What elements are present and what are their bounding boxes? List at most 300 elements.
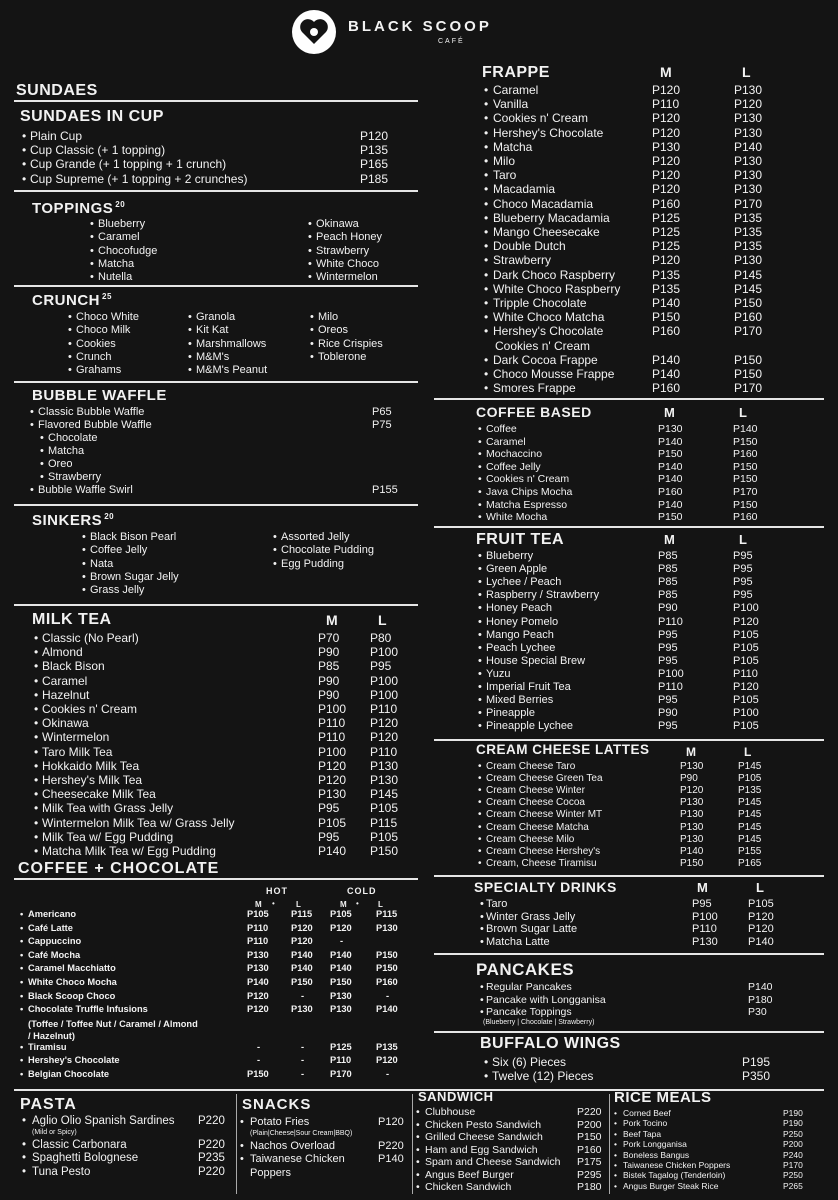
price-m: P85 xyxy=(658,589,678,602)
item-price: P120 xyxy=(291,936,313,947)
item-name: Café Latte xyxy=(28,922,73,933)
bullet: • xyxy=(478,602,482,615)
item-name: Hershey's Chocolate xyxy=(493,324,604,339)
price-m: P110 xyxy=(692,923,717,936)
item-price: P130 xyxy=(247,949,269,960)
price-m: P120 xyxy=(652,83,681,97)
bullet: • xyxy=(478,720,482,733)
item-price: P220 xyxy=(378,1139,404,1152)
bullet: • xyxy=(478,589,482,602)
price-l: P130 xyxy=(734,125,763,140)
price-m: P120 xyxy=(652,111,681,126)
list-item: • Rice Crispies xyxy=(318,338,383,351)
specialty-title: SPECIALTY DRINKS xyxy=(474,879,617,895)
bullet: • xyxy=(478,486,482,498)
price-l: P145 xyxy=(738,809,762,821)
price-l: P100 xyxy=(370,687,399,702)
item-name: Caramel xyxy=(493,83,539,97)
hot-l: L xyxy=(296,900,301,909)
item-name: Cream Cheese Matcha xyxy=(486,821,589,833)
crunch-title-text: CRUNCH xyxy=(32,292,100,309)
price-l: P155 xyxy=(738,845,762,857)
item-name: Cup Classic (+ 1 topping) xyxy=(30,143,166,158)
menu-item xyxy=(42,759,412,773)
item-name: Peach Lychee xyxy=(486,641,556,654)
bullet: • xyxy=(484,83,489,97)
item-name: Lychee / Peach xyxy=(486,576,562,589)
price-l: P105 xyxy=(748,898,774,910)
item-name: Raspberry / Strawberry xyxy=(486,589,600,602)
bullet: • xyxy=(478,654,482,667)
item-name: (Toffee / Toffee Nut / Caramel / Almond / Hazelnut) xyxy=(28,1018,198,1041)
divider xyxy=(434,739,824,741)
price-m: P130 xyxy=(680,761,704,772)
item-name: Chocolate xyxy=(48,432,98,444)
item-name: Café Mocha xyxy=(28,949,81,960)
item-name: Mango Peach xyxy=(486,628,554,641)
price-m: P120 xyxy=(680,785,704,797)
price-l: P160 xyxy=(733,511,758,524)
item-price: P140 xyxy=(330,963,352,974)
item-name: Oreo xyxy=(48,458,73,470)
price-m: P95 xyxy=(658,654,678,667)
divider xyxy=(14,878,418,880)
list-item: • Marshmallows xyxy=(196,338,267,351)
list-item: • Nata xyxy=(90,558,179,571)
item-price: P150 xyxy=(330,977,352,987)
item-price: P220 xyxy=(198,1165,225,1178)
item-price: P170 xyxy=(330,1069,352,1079)
bullet: • xyxy=(478,641,482,654)
price-l: P150 xyxy=(733,460,758,473)
item-price: P190 xyxy=(783,1118,803,1129)
bullet: • xyxy=(484,381,489,396)
item-name: Angus Beef Burger xyxy=(425,1168,514,1181)
divider xyxy=(14,504,418,506)
item-price: P200 xyxy=(577,1118,602,1131)
price-m: P95 xyxy=(658,720,678,733)
item-name: Belgian Chocolate xyxy=(28,1069,110,1079)
specialty-col-m: M xyxy=(697,880,708,895)
price-m: P140 xyxy=(652,367,681,381)
price-m: P110 xyxy=(318,730,346,745)
price-l: P135 xyxy=(734,210,763,225)
price-l: P120 xyxy=(733,615,759,628)
item-name: Okinawa xyxy=(42,716,89,731)
item-name: Spaghetti Bolognese xyxy=(32,1152,139,1164)
hot-m: M xyxy=(255,900,262,909)
price-m: P95 xyxy=(318,829,340,844)
price-l: P95 xyxy=(733,576,753,589)
price-m: P95 xyxy=(658,694,678,707)
bullet: • xyxy=(484,1055,489,1069)
bullet: • xyxy=(22,1115,27,1127)
price-l: P145 xyxy=(738,797,762,809)
item-name: Six (6) Pieces xyxy=(492,1055,567,1069)
price-l: P170 xyxy=(734,196,763,211)
bullet: • xyxy=(484,324,489,339)
list-item: • Brown Sugar Jelly xyxy=(90,571,179,584)
bullet: • xyxy=(478,773,482,785)
price-l: P110 xyxy=(370,702,398,717)
item-name: Hokkaido Milk Tea xyxy=(42,758,140,773)
item-name: Black Scoop Choco xyxy=(28,990,116,1001)
item-price: P150 xyxy=(376,949,398,960)
price-l: P110 xyxy=(370,744,398,759)
list-item: • Oreos xyxy=(318,324,383,337)
bullet: • xyxy=(240,1139,244,1152)
item-name: Cookies n' Cream xyxy=(493,111,588,126)
item-price: P150 xyxy=(376,963,398,974)
item-name: Blueberry Macadamia xyxy=(493,210,610,225)
item-price: - xyxy=(257,1041,261,1052)
price-m: P160 xyxy=(652,196,681,211)
bullet: • xyxy=(614,1118,617,1129)
price-l: P120 xyxy=(370,730,399,745)
bullet: • xyxy=(484,1069,489,1084)
bullet: • xyxy=(478,435,482,448)
price-m: P120 xyxy=(318,773,347,788)
menu-item xyxy=(42,688,412,702)
bullet: • xyxy=(478,707,482,720)
list-item: • Coffee Jelly xyxy=(90,544,179,557)
fruittea-col-m: M xyxy=(664,532,675,547)
creamcheese-title: CREAM CHEESE LATTES xyxy=(476,742,650,757)
item-price: - xyxy=(301,990,305,1001)
item-name: Caramel xyxy=(42,673,88,688)
item-name: Milk Tea w/ Egg Pudding xyxy=(42,829,174,844)
item-name: Cookies n' Cream xyxy=(486,473,570,486)
item-price: P350 xyxy=(742,1069,771,1084)
price-m: P120 xyxy=(652,182,681,197)
item-name: Angus Burger Steak Rice xyxy=(623,1180,719,1191)
bullet: • xyxy=(20,990,24,1001)
item-name: Taro xyxy=(486,898,508,910)
item-name: Pancake Toppings xyxy=(486,1006,572,1019)
pancakes-note: (Blueberry | Chocolate | Strawberry) xyxy=(483,1019,595,1026)
price-l: P120 xyxy=(748,910,774,923)
item-name: Pork Longganisa xyxy=(623,1139,687,1150)
item-price: P105 xyxy=(247,909,269,919)
milktea-title: MILK TEA xyxy=(32,611,112,628)
bullet: • xyxy=(478,460,482,473)
wings-title: BUFFALO WINGS xyxy=(480,1035,621,1052)
item-name: Cream Cheese Milo xyxy=(486,833,575,845)
bullet: • xyxy=(478,615,482,628)
price-m: P150 xyxy=(658,448,683,461)
item-price: P120 xyxy=(376,1055,398,1066)
item-name: Classic Bubble Waffle xyxy=(38,406,145,418)
item-name: Bubble Waffle Swirl xyxy=(38,484,133,496)
item-name: Imperial Fruit Tea xyxy=(486,681,571,693)
bullet: • xyxy=(484,310,489,325)
price-m: P110 xyxy=(652,97,680,112)
menu-item xyxy=(42,674,412,688)
item-price: P140 xyxy=(376,1004,398,1015)
item-name: Pineapple xyxy=(486,707,535,720)
divider xyxy=(14,285,418,287)
price-m: P125 xyxy=(652,225,681,239)
item-price: P240 xyxy=(783,1149,803,1160)
item-price: P185 xyxy=(360,171,389,186)
bullet: • xyxy=(416,1118,420,1131)
bullet: • xyxy=(480,898,484,910)
crunch-col3 xyxy=(318,311,383,364)
vdivider xyxy=(236,1094,237,1194)
item-price: P155 xyxy=(372,484,398,496)
list-item: • Grahams xyxy=(76,364,139,377)
item-name: Hazelnut xyxy=(42,687,90,702)
logo-emblem xyxy=(292,10,336,54)
item-name: Matcha Latte xyxy=(486,935,550,948)
item-name: Tripple Chocolate xyxy=(493,296,587,310)
item-name: Choco Mousse Frappe xyxy=(493,367,615,381)
item-name: Chicken Pesto Sandwich xyxy=(425,1118,542,1131)
divider xyxy=(14,100,418,102)
vdivider xyxy=(412,1094,413,1194)
list-item: • Okinawa xyxy=(316,218,382,231)
item-price: P120 xyxy=(330,922,352,933)
item-name: Black Bison xyxy=(42,659,105,674)
creamcheese-col-l: L xyxy=(744,745,752,759)
vdivider xyxy=(609,1094,610,1194)
item-name: Matcha xyxy=(493,139,533,154)
item-price: P265 xyxy=(783,1180,803,1191)
hot-header: HOT xyxy=(266,886,288,896)
item-name: Matcha Milk Tea w/ Egg Pudding xyxy=(42,844,216,859)
toppings-price: 20 xyxy=(115,200,126,209)
item-name: Choco Macadamia xyxy=(493,196,594,211)
item-price: P235 xyxy=(198,1152,225,1164)
item-name: Green Apple xyxy=(486,563,548,576)
bullet: • xyxy=(478,833,482,845)
price-m: P140 xyxy=(680,845,704,857)
brand-logo xyxy=(292,4,542,60)
item-price: P115 xyxy=(376,909,398,919)
bullet: • xyxy=(416,1168,420,1181)
price-l: P150 xyxy=(733,473,758,486)
price-l: P100 xyxy=(733,707,759,720)
price-l: P105 xyxy=(733,654,759,667)
item-name: Cream, Cheese Tiramisu xyxy=(486,857,597,869)
bullet: • xyxy=(484,196,489,211)
price-m: P140 xyxy=(658,460,683,473)
bullet: • xyxy=(240,1116,244,1128)
item-price: P75 xyxy=(372,419,392,431)
item-name: Tiramisu xyxy=(28,1041,67,1052)
list-item: • Cookies xyxy=(76,338,139,351)
item-name: Corned Beef xyxy=(623,1108,671,1118)
frappe-col-l: L xyxy=(742,64,751,80)
divider xyxy=(14,381,418,383)
price-m: P120 xyxy=(652,253,681,268)
price-m: P140 xyxy=(652,352,681,367)
divider xyxy=(434,526,824,528)
price-m: P90 xyxy=(318,673,340,688)
coffeechoc-title: COFFEE + CHOCOLATE xyxy=(18,860,220,877)
fruittea-title: FRUIT TEA xyxy=(476,531,565,548)
bullet: • xyxy=(22,1165,27,1178)
price-l: P130 xyxy=(734,111,763,126)
item-name: Ham and Egg Sandwich xyxy=(425,1143,538,1156)
price-m: P90 xyxy=(318,687,340,702)
item-name: Coffee Jelly xyxy=(486,460,541,473)
price-l: P105 xyxy=(733,694,759,707)
item-name: Taiwanese Chicken xyxy=(250,1153,345,1165)
item-name: White Choco Mocha xyxy=(28,977,117,987)
price-l: P145 xyxy=(734,267,763,282)
item-price: - xyxy=(386,1069,390,1079)
bullet: • xyxy=(478,423,482,435)
price-l: P105 xyxy=(733,641,759,654)
list-item: • Choco White xyxy=(76,311,139,324)
bullet: • xyxy=(484,182,489,197)
menu-item xyxy=(30,172,390,186)
pasta-title: PASTA xyxy=(20,1096,77,1113)
price-m: P130 xyxy=(652,139,681,154)
item-price: - xyxy=(301,1055,305,1066)
list-item: • Caramel xyxy=(98,231,157,244)
bullet: • xyxy=(484,210,489,225)
price-l: P120 xyxy=(748,923,774,936)
coffeebased-col-m: M xyxy=(664,405,675,420)
menu-item xyxy=(38,484,398,497)
item-name: Taro Milk Tea xyxy=(42,744,113,759)
divider xyxy=(434,953,824,955)
specialty-col-l: L xyxy=(756,880,764,895)
item-name: Coffee xyxy=(486,423,517,435)
item-price: - xyxy=(257,1055,261,1066)
item-name: Clubhouse xyxy=(425,1106,476,1118)
bullet: • xyxy=(480,993,484,1006)
item-name: Caramel Macchiatto xyxy=(28,963,116,974)
item-name: Cream Cheese Winter MT xyxy=(486,809,603,821)
bullet: • xyxy=(20,936,24,947)
item-price: P140 xyxy=(291,949,313,960)
bullet: • xyxy=(20,1055,24,1066)
item-name: Cappuccino xyxy=(28,936,82,947)
milktea-col-l: L xyxy=(378,612,387,628)
price-m: P120 xyxy=(652,125,681,140)
list-item: • Matcha xyxy=(98,258,157,271)
item-name: Hershey's Chocolate xyxy=(493,125,604,140)
item-name: Beef Tapa xyxy=(623,1128,662,1139)
menu-item xyxy=(42,844,412,858)
price-l: P135 xyxy=(738,785,762,797)
item-name: Cookies n' Cream xyxy=(42,702,137,717)
bullet: • xyxy=(614,1108,617,1118)
item-price: P195 xyxy=(742,1055,771,1069)
bullet: • xyxy=(484,239,489,254)
item-price: P130 xyxy=(376,922,398,933)
list-item: • Black Bison Pearl xyxy=(90,531,179,544)
price-m: P120 xyxy=(318,758,347,773)
cup-list xyxy=(30,129,390,186)
item-price: P220 xyxy=(198,1138,225,1151)
price-l: P120 xyxy=(733,681,759,693)
item-name: Regular Pancakes xyxy=(486,981,572,993)
item-price: P170 xyxy=(783,1160,803,1170)
menu-item xyxy=(48,432,398,445)
menu-item xyxy=(48,445,398,458)
snacks-title: SNACKS xyxy=(242,1096,312,1113)
item-name: Matcha xyxy=(48,445,85,457)
item-price: P130 xyxy=(330,990,352,1001)
sinkers-title xyxy=(32,512,114,529)
bullet: • xyxy=(614,1139,617,1150)
item-name: Taro xyxy=(493,168,517,183)
price-m: P85 xyxy=(318,659,340,674)
item-price: P150 xyxy=(577,1131,602,1143)
bullet: • xyxy=(20,1004,24,1015)
price-m: P160 xyxy=(652,381,681,396)
price-l: P100 xyxy=(733,602,759,615)
price-l: P170 xyxy=(734,381,763,396)
item-name: Bistek Tagalog (Tenderloin) xyxy=(623,1170,726,1181)
price-m: P130 xyxy=(318,787,347,802)
price-l: P135 xyxy=(734,239,763,254)
price-l: P145 xyxy=(738,833,762,845)
price-l: P105 xyxy=(733,720,759,733)
price-l: P120 xyxy=(370,716,399,731)
item-name: Mochaccino xyxy=(486,448,543,461)
bullet: • xyxy=(484,168,489,183)
list-item: • Grass Jelly xyxy=(90,584,179,597)
item-name: Blueberry xyxy=(486,550,534,562)
item-name: Dark Choco Raspberry xyxy=(493,267,616,282)
list-item: • Crunch xyxy=(76,351,139,364)
item-name: Honey Peach xyxy=(486,602,553,615)
bullet: • xyxy=(614,1180,617,1191)
menu-item xyxy=(42,773,412,787)
coffeebased-title: COFFEE BASED xyxy=(476,404,592,420)
price-m: P150 xyxy=(652,310,681,325)
price-m: P130 xyxy=(680,809,704,821)
price-m: P90 xyxy=(658,707,678,720)
item-price: P160 xyxy=(376,977,398,987)
list-item: • White Choco xyxy=(316,258,382,271)
price-l: P95 xyxy=(733,550,753,562)
price-l: P80 xyxy=(370,631,392,645)
item-name: Strawberry xyxy=(48,471,102,483)
item-price: P220 xyxy=(577,1106,602,1118)
menu-item xyxy=(42,801,412,815)
price-m: P125 xyxy=(652,210,681,225)
item-name: Chocolate Truffle Infusions xyxy=(28,1004,148,1015)
item-name: Brown Sugar Latte xyxy=(486,923,578,936)
item-name: Cream Cheese Winter xyxy=(486,785,585,797)
toppings-col2 xyxy=(316,218,382,284)
bullet: • xyxy=(20,963,24,974)
bullet: • xyxy=(20,977,24,987)
menu-item xyxy=(38,419,398,432)
item-name: Nachos Overload xyxy=(250,1139,335,1152)
list-item: • M&M's Peanut xyxy=(196,364,267,377)
bullet: • xyxy=(478,809,482,821)
item-price: P220 xyxy=(198,1115,225,1127)
price-l: P170 xyxy=(734,324,763,339)
item-name: Twelve (12) Pieces xyxy=(492,1069,594,1084)
price-l: P115 xyxy=(370,815,398,830)
price-l: P100 xyxy=(370,673,399,688)
item-name: Cheesecake Milk Tea xyxy=(42,787,156,802)
menu-item xyxy=(42,745,412,759)
item-price: P250 xyxy=(783,1170,803,1181)
bullet: • xyxy=(22,1152,27,1164)
item-price: P165 xyxy=(360,157,389,172)
item-name: Cookies n' Cream xyxy=(495,338,590,353)
price-m: P100 xyxy=(692,910,718,923)
